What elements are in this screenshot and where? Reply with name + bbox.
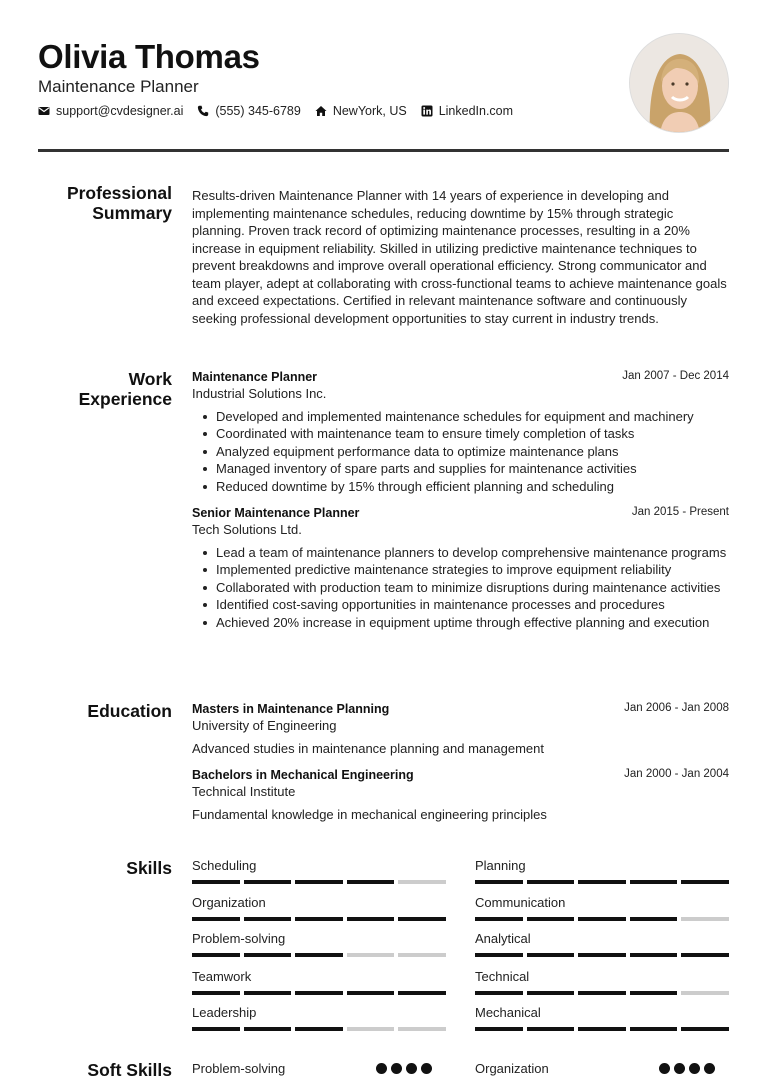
skills-heading: Skills — [126, 858, 172, 878]
level-segment — [630, 953, 678, 957]
skill-name: Communication — [475, 895, 566, 910]
level-segment — [398, 880, 446, 884]
summary-text: Results-driven Maintenance Planner with 14 years of experience in developing and implementing maintenance schedules, reducing downtime by 15% through strategic planning. Proven track record of optimizing maintenance processes, resulting in a 20% increase in equipment reliability. Skilled in utilizing predictive maintenance techniques to prevent breakdowns and improve overall operational efficiency. Strong communicator and team player, adept at collaborating with cross-functional teams to achieve maintenance goals and exceed expectations. Certified in relevant maintenance software and continuously seeking professional development opportunities to stay current in industry trends. — [192, 188, 727, 326]
list-item: Achieved 20% increase in equipment uptime through effective planning and execution — [202, 614, 729, 632]
level-segment — [578, 991, 626, 995]
job-entry-date: Jan 2015 - Present — [631, 506, 729, 518]
summary-heading: Professional Summary — [66, 183, 172, 223]
skill-item — [475, 858, 729, 884]
level-segment — [295, 880, 343, 884]
soft-skills-heading: Soft Skills — [87, 1060, 172, 1078]
skill-name: Technical — [475, 969, 530, 984]
education-heading: Education — [87, 701, 172, 721]
level-segment — [244, 953, 292, 957]
skill-item — [192, 895, 446, 921]
list-item: Developed and implemented maintenance schedules for equipment and machinery — [202, 408, 729, 426]
contact-email[interactable] — [38, 104, 183, 118]
skill-item — [192, 931, 446, 957]
list-item: Coordinated with maintenance team to ensure timely completion of tasks — [202, 425, 729, 443]
degree-title: Bachelors in Mechanical Engineering — [192, 768, 414, 782]
skill-name: Problem-solving — [192, 931, 286, 946]
skill-level-bar — [192, 953, 446, 957]
level-segment — [681, 917, 729, 921]
list-item: Managed inventory of spare parts and supplies for maintenance activities — [202, 460, 729, 478]
list-item: Reduced downtime by 15% through efficient planning and scheduling — [202, 478, 729, 496]
level-segment — [295, 953, 343, 957]
experience-heading: Work Experience — [78, 369, 172, 409]
level-segment — [192, 953, 240, 957]
level-segment — [475, 1027, 523, 1031]
level-segment — [475, 880, 523, 884]
candidate-name: Olivia Thomas — [38, 38, 260, 75]
level-segment — [527, 917, 575, 921]
level-segment — [244, 991, 292, 995]
level-segment — [192, 1027, 240, 1031]
skill-level-bar — [475, 1027, 729, 1031]
level-segment — [295, 917, 343, 921]
skill-level-bar — [475, 953, 729, 957]
skill-level-bar — [192, 917, 446, 921]
soft-skill-rating — [659, 1063, 715, 1074]
skill-name: Leadership — [192, 1005, 257, 1020]
contact-phone[interactable] — [197, 104, 300, 118]
email-text: support@cvdesigner.ai — [56, 104, 184, 118]
level-segment — [527, 880, 575, 884]
linkedin-text: LinkedIn.com — [438, 104, 514, 118]
level-segment — [681, 991, 729, 995]
level-segment — [630, 880, 678, 884]
skill-name: Mechanical — [475, 1005, 541, 1020]
list-item: Lead a team of maintenance planners to develop comprehensive maintenance programs — [202, 544, 729, 562]
level-segment — [527, 1027, 575, 1031]
level-segment — [398, 953, 446, 957]
skill-item — [192, 858, 446, 884]
skill-level-bar — [192, 1027, 446, 1031]
level-segment — [244, 880, 292, 884]
skill-name: Planning — [475, 858, 526, 873]
contact-bar — [38, 104, 513, 118]
profile-photo — [629, 33, 729, 133]
rating-dot — [674, 1063, 685, 1074]
skill-level-bar — [192, 991, 446, 995]
contact-location — [315, 104, 407, 118]
rating-dot — [689, 1063, 700, 1074]
soft-skill-item — [475, 1061, 715, 1076]
soft-skill-name: Problem-solving — [192, 1061, 286, 1076]
level-segment — [295, 1027, 343, 1031]
level-segment — [192, 880, 240, 884]
job-entry — [192, 368, 729, 495]
skill-item — [192, 969, 446, 995]
envelope-icon — [38, 105, 50, 117]
level-segment — [244, 917, 292, 921]
job-title: Maintenance Planner — [38, 77, 199, 96]
job-entry-date: Jan 2007 - Dec 2014 — [622, 370, 729, 382]
header-divider — [38, 149, 729, 152]
job-bullets — [202, 408, 729, 496]
level-segment — [475, 991, 523, 995]
soft-skill-name: Organization — [475, 1061, 549, 1076]
degree-title: Masters in Maintenance Planning — [192, 702, 390, 716]
level-segment — [475, 917, 523, 921]
skill-level-bar — [475, 917, 729, 921]
skill-item — [475, 895, 729, 921]
rating-dot — [376, 1063, 387, 1074]
rating-dot — [659, 1063, 670, 1074]
location-text: NewYork, US — [332, 104, 407, 118]
level-segment — [398, 917, 446, 921]
linkedin-icon — [421, 105, 433, 117]
level-segment — [630, 991, 678, 995]
level-segment — [295, 991, 343, 995]
rating-dot — [406, 1063, 417, 1074]
level-segment — [578, 1027, 626, 1031]
level-segment — [347, 953, 395, 957]
job-entry-company: Tech Solutions Ltd. — [192, 522, 302, 537]
list-item: Analyzed equipment performance data to optimize maintenance plans — [202, 443, 729, 461]
education-description: Fundamental knowledge in mechanical engineering principles — [192, 806, 547, 822]
level-segment — [347, 880, 395, 884]
level-segment — [527, 991, 575, 995]
education-description: Advanced studies in maintenance planning and management — [192, 740, 544, 756]
skill-level-bar — [475, 991, 729, 995]
level-segment — [192, 991, 240, 995]
skill-name: Analytical — [475, 931, 531, 946]
level-segment — [244, 1027, 292, 1031]
job-entry-title: Senior Maintenance Planner — [192, 506, 360, 520]
list-item: Collaborated with production team to minimize disruptions during maintenance activities — [202, 579, 729, 597]
rating-dot — [421, 1063, 432, 1074]
job-entry-company: Industrial Solutions Inc. — [192, 386, 327, 401]
phone-icon — [197, 105, 209, 117]
level-segment — [681, 880, 729, 884]
education-date: Jan 2006 - Jan 2008 — [624, 702, 729, 714]
level-segment — [578, 953, 626, 957]
list-item: Implemented predictive maintenance strategies to improve equipment reliability — [202, 561, 729, 579]
education-date: Jan 2000 - Jan 2004 — [624, 768, 729, 780]
level-segment — [527, 953, 575, 957]
level-segment — [398, 991, 446, 995]
rating-dot — [391, 1063, 402, 1074]
job-bullets — [202, 544, 729, 632]
level-segment — [578, 880, 626, 884]
soft-skill-item — [192, 1061, 432, 1076]
skill-item — [192, 1005, 446, 1031]
education-entry — [192, 700, 729, 757]
skill-item — [475, 931, 729, 957]
skill-name: Teamwork — [192, 969, 252, 984]
level-segment — [475, 953, 523, 957]
soft-skill-rating — [376, 1063, 432, 1074]
education-entry — [192, 766, 729, 823]
skill-level-bar — [475, 880, 729, 884]
level-segment — [398, 1027, 446, 1031]
level-segment — [347, 991, 395, 995]
skill-item — [475, 969, 729, 995]
contact-linkedin[interactable] — [421, 104, 513, 118]
job-entry-title: Maintenance Planner — [192, 370, 318, 384]
level-segment — [578, 917, 626, 921]
school-name: University of Engineering — [192, 718, 337, 733]
phone-text: (555) 345-6789 — [215, 104, 301, 118]
level-segment — [630, 1027, 678, 1031]
list-item: Identified cost-saving opportunities in maintenance processes and procedures — [202, 596, 729, 614]
level-segment — [630, 917, 678, 921]
school-name: Technical Institute — [192, 784, 296, 799]
skill-name: Scheduling — [192, 858, 257, 873]
rating-dot — [704, 1063, 715, 1074]
home-icon — [315, 105, 327, 117]
skill-name: Organization — [192, 895, 266, 910]
skill-item — [475, 1005, 729, 1031]
level-segment — [681, 953, 729, 957]
level-segment — [681, 1027, 729, 1031]
skill-level-bar — [192, 880, 446, 884]
level-segment — [192, 917, 240, 921]
level-segment — [347, 917, 395, 921]
level-segment — [347, 1027, 395, 1031]
job-entry — [192, 504, 729, 631]
